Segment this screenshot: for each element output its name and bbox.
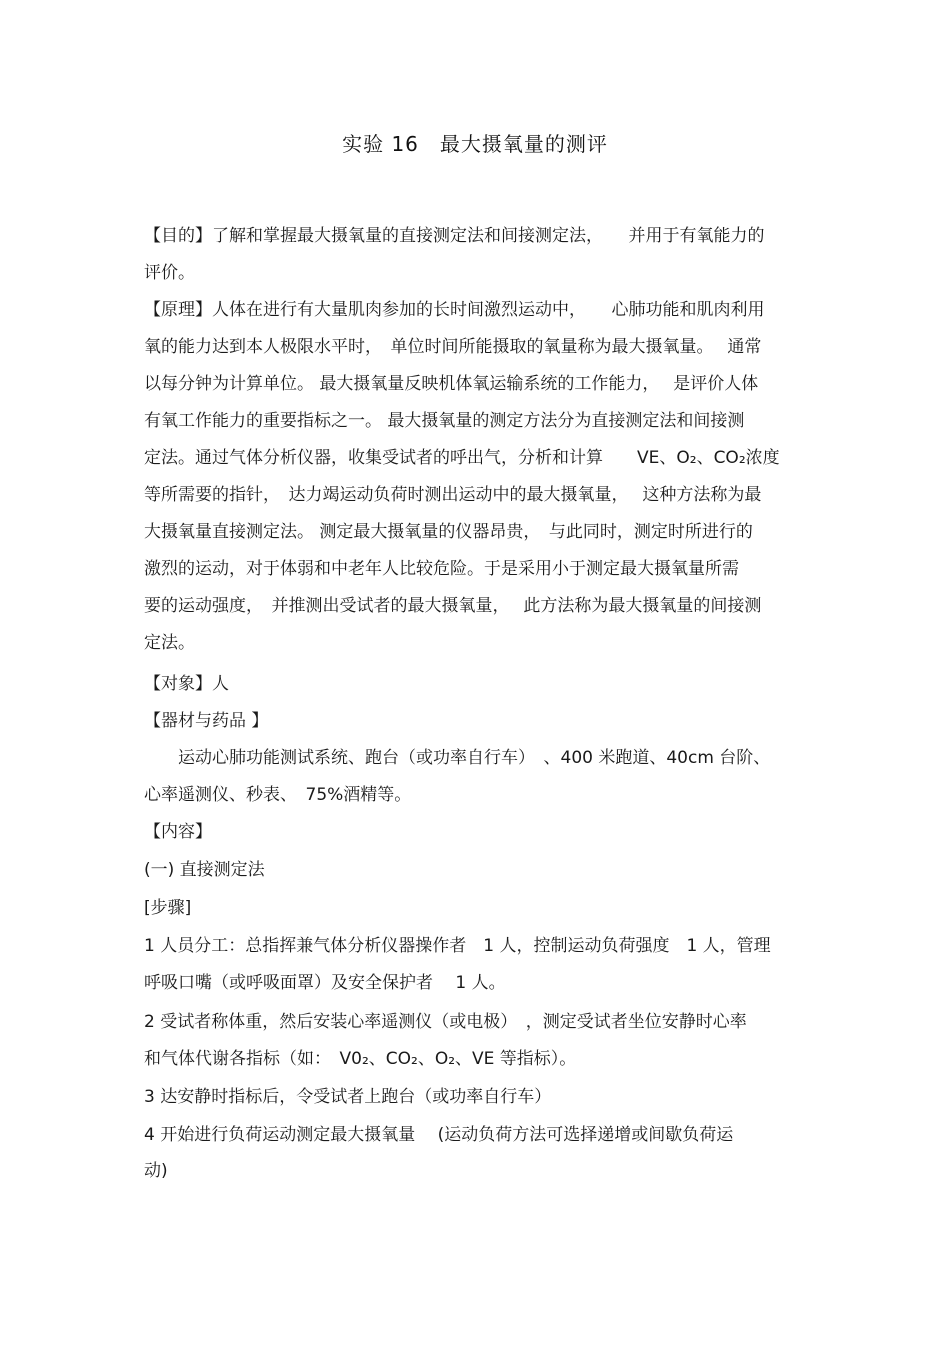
section-heading: 【对象】人 <box>144 674 229 694</box>
text-line: 氧的能力达到本人极限水平时， 单位时间所能摄取的氧量称为最大摄氧量。 通常 <box>144 337 762 357</box>
text-line: 评价。 <box>144 263 195 283</box>
subsection-heading: (一) 直接测定法 <box>144 860 265 880</box>
text-line: 激烈的运动，对于体弱和中老年人比较危险。于是采用小于测定最大摄氧量所需 <box>144 559 739 579</box>
step-item: 1 人员分工：总指挥兼气体分析仪器操作者 1 人，控制运动负荷强度 1 人，管理 <box>144 936 771 956</box>
text-line: 【原理】人体在进行有大量肌肉参加的长时间激烈运动中， 心肺功能和肌肉利用 <box>144 300 765 320</box>
text-line: 以每分钟为计算单位。 最大摄氧量反映机体氧运输系统的工作能力， 是评价人体 <box>144 374 759 394</box>
page-title: 实验 16 最大摄氧量的测评 <box>342 132 608 156</box>
text-line: 【目的】了解和掌握最大摄氧量的直接测定法和间接测定法， 并用于有氧能力的 <box>144 226 765 246</box>
text-line: 运动心肺功能测试系统、跑台（或功率自行车） 、400 米跑道、40cm 台阶、 <box>144 748 771 768</box>
step-item: 4 开始进行负荷运动测定最大摄氧量 (运动负荷方法可选择递增或间歇负荷运 <box>144 1125 734 1145</box>
text-line: 动) <box>144 1161 168 1181</box>
text-line: 有氧工作能力的重要指标之一。 最大摄氧量的测定方法分为直接测定法和间接测 <box>144 411 745 431</box>
text-line: 等所需要的指针， 达力竭运动负荷时测出运动中的最大摄氧量， 这种方法称为最 <box>144 485 762 505</box>
text-line: 定法。通过气体分析仪器，收集受试者的呼出气，分析和计算 VE、O₂、CO₂浓度 <box>144 448 780 468</box>
text-line: 和气体代谢各指标（如： V0₂、CO₂、O₂、VE 等指标）。 <box>144 1049 577 1069</box>
steps-heading: [步骤] <box>144 898 192 918</box>
section-heading: 【器材与药品 】 <box>144 711 269 731</box>
text-line: 心率遥测仪、秒表、 75%酒精等。 <box>144 785 412 805</box>
text-line: 大摄氧量直接测定法。 测定最大摄氧量的仪器昂贵， 与此同时，测定时所进行的 <box>144 522 753 542</box>
text-line: 要的运动强度， 并推测出受试者的最大摄氧量， 此方法称为最大摄氧量的间接测 <box>144 596 762 616</box>
step-item: 3 达安静时指标后，令受试者上跑台（或功率自行车） <box>144 1087 552 1107</box>
text-line: 呼吸口嘴（或呼吸面罩）及安全保护者 1 人。 <box>144 973 506 993</box>
section-heading: 【内容】 <box>144 822 212 842</box>
step-item: 2 受试者称体重，然后安装心率遥测仪（或电极） ，测定受试者坐位安静时心率 <box>144 1012 747 1032</box>
text-line: 定法。 <box>144 633 195 653</box>
